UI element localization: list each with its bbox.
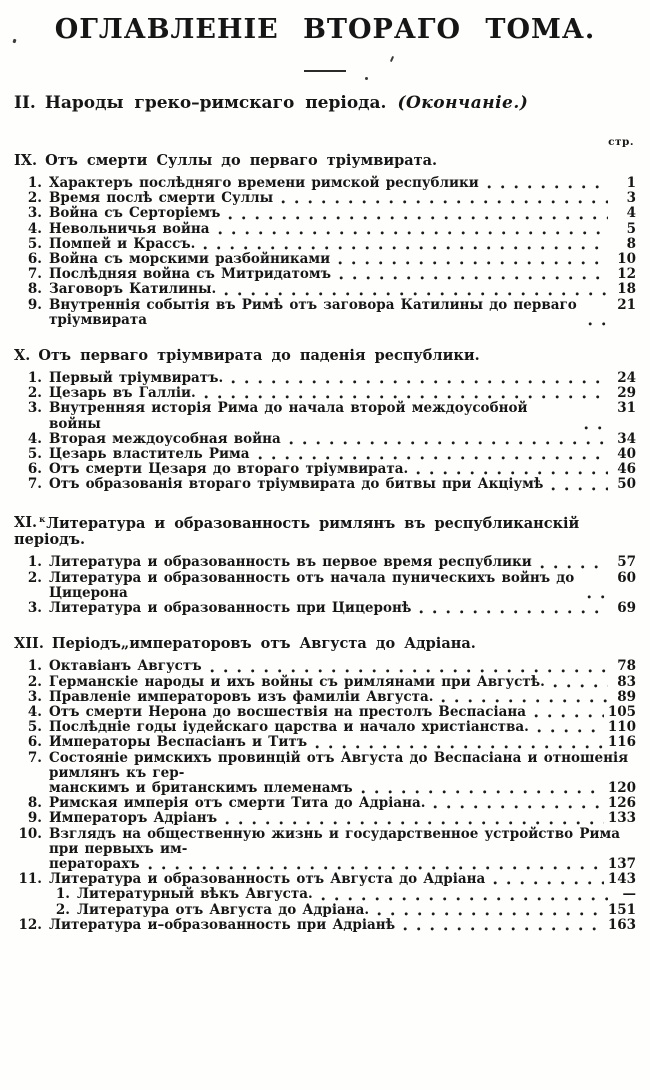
entry-body — [49, 462, 636, 477]
entry-title: Императоры Веспасіанъ и Титъ — [49, 734, 308, 751]
entry-title: Характеръ послѣдняго времени римской республики — [49, 175, 479, 191]
dot-leader — [148, 866, 604, 870]
entry-title: Литература и образованность отъ начала пуническихъ войнъ до Цицерона — [49, 569, 575, 601]
page-number: 5 — [626, 220, 636, 237]
entry-title: Правленіе императоровъ изъ фамиліи Августа. — [49, 688, 434, 705]
page-number: 12 — [617, 266, 636, 283]
entry-number: 7. — [27, 476, 42, 493]
entry-number: 6. — [27, 734, 42, 751]
dot-leader — [553, 684, 608, 688]
page-number: 18 — [617, 281, 636, 298]
toc-entry — [14, 720, 636, 735]
page-number: 34 — [617, 430, 636, 447]
entry-number: 8. — [27, 795, 42, 812]
page-number: 163 — [607, 916, 636, 933]
entry-body — [49, 386, 636, 401]
entry-body — [49, 735, 636, 750]
entry-body — [49, 872, 636, 887]
page-title: ОГЛАВЛЕНІЕ ВТОРАГО ТОМА. — [54, 14, 596, 45]
entry-title: Октавіанъ Августъ — [49, 658, 202, 675]
toc-entry — [14, 386, 636, 401]
entry-body — [49, 371, 636, 386]
entry-body — [49, 705, 636, 720]
entry-body — [77, 903, 636, 918]
entry-body — [49, 827, 636, 857]
entry-number: 11. — [18, 871, 42, 888]
entry-title: Литература и–образованность при Адріанѣ — [49, 916, 396, 933]
entry-body — [49, 176, 636, 191]
print-artifact — [390, 56, 394, 62]
entry-number: 7. — [27, 266, 42, 283]
toc-entry — [14, 811, 636, 826]
entry-body — [49, 918, 636, 933]
dot-leader — [228, 216, 608, 220]
entry-number: 2. — [55, 901, 70, 918]
section-numeral: IX. — [14, 152, 38, 169]
entry-number: 5. — [27, 235, 42, 252]
page-number: 50 — [617, 476, 636, 493]
entry-title: Война съ Серторіемъ — [49, 205, 221, 222]
toc-entry — [14, 237, 636, 252]
entry-number: 3. — [27, 600, 42, 617]
entry-body — [49, 690, 636, 705]
entry-title: Заговоръ Катилины. — [49, 281, 217, 298]
toc-entry — [14, 447, 636, 462]
entry-title: Невольничья война — [49, 220, 210, 237]
section-header — [14, 512, 636, 549]
entry-title: Внутреннія событія въ Римѣ отъ заговора Катилины до перваго тріумвирата — [49, 296, 577, 328]
page-number: 116 — [607, 734, 636, 751]
toc-entry — [14, 267, 636, 282]
page-number: 29 — [617, 385, 636, 402]
entry-title: Литература отъ Августа до Адріана. — [77, 901, 370, 918]
entry-number: 2. — [27, 385, 42, 402]
entry-body — [77, 887, 636, 902]
entry-title: Первый тріумвиратъ. — [49, 370, 224, 387]
entry-number: 1. — [27, 370, 42, 387]
page-number: 8 — [626, 235, 636, 252]
entry-title: Вторая междоусобная война — [49, 430, 281, 447]
entry-number: 4. — [27, 220, 42, 237]
toc-entry — [14, 462, 636, 477]
entry-body — [49, 601, 636, 616]
section-header — [14, 635, 636, 652]
dot-leader — [281, 200, 608, 204]
entry-number: 9. — [27, 296, 42, 313]
entry-body — [49, 811, 636, 826]
entry-title: Послѣдніе годы іудейскаго царства и начало христіанства. — [49, 719, 529, 736]
entry-number: 3. — [27, 400, 42, 417]
toc-entry — [14, 206, 636, 221]
page-number: 60 — [617, 569, 636, 586]
toc-entry — [14, 903, 636, 918]
entry-body — [49, 555, 636, 570]
toc-entry — [14, 401, 636, 431]
entry-title: Война съ морскими разбойниками — [49, 251, 331, 268]
entry-title: Литература и образованность отъ Августа до Адріана — [49, 871, 486, 888]
dot-leader — [361, 790, 604, 794]
dot-leader — [441, 699, 608, 703]
page-number: 151 — [607, 901, 636, 918]
entry-number: 7. — [27, 749, 42, 766]
toc-entry — [14, 872, 636, 887]
entry-number: 4. — [27, 703, 42, 720]
entry-body — [49, 675, 636, 690]
page-number: 143 — [607, 871, 636, 888]
page-number: 89 — [617, 688, 636, 705]
toc-entry — [14, 918, 636, 933]
dot-leader — [588, 322, 608, 326]
entry-number: 1. — [27, 554, 42, 571]
entry-body — [49, 720, 636, 735]
entry-body — [49, 222, 636, 237]
entry-body — [49, 447, 636, 462]
page-number: 126 — [607, 795, 636, 812]
entry-number: 3. — [27, 205, 42, 222]
entry-body — [49, 857, 636, 872]
dot-leader — [493, 881, 604, 885]
entry-number: 2. — [27, 673, 42, 690]
page-number: 83 — [617, 673, 636, 690]
page-number: 10 — [617, 251, 636, 268]
entry-title: Время послѣ смерти Суллы — [49, 190, 274, 207]
dot-leader — [204, 395, 608, 399]
dot-leader — [416, 471, 608, 475]
dot-leader — [210, 669, 608, 673]
page-number: 137 — [607, 855, 636, 872]
dot-leader — [534, 714, 604, 718]
page-column-label: стр. — [608, 136, 634, 148]
part-note: (Окончаніе.) — [397, 93, 529, 113]
dot-leader — [540, 565, 608, 569]
toc-entry — [14, 371, 636, 386]
page-number: 24 — [617, 370, 636, 387]
toc — [14, 152, 636, 933]
page-number: — — [622, 886, 636, 903]
dot-leader — [551, 487, 608, 491]
dot-leader — [224, 292, 608, 296]
page-number: 78 — [617, 658, 636, 675]
toc-entry — [14, 191, 636, 206]
toc-entry-continuation — [14, 857, 636, 872]
dot-leader — [433, 805, 603, 809]
page-number: 69 — [617, 600, 636, 617]
entry-number: 12. — [18, 916, 42, 933]
entry-body — [49, 432, 636, 447]
entry-title: Отъ смерти Цезаря до втораго тріумвирата. — [49, 461, 409, 478]
title-divider — [304, 70, 346, 72]
section-numeral: XII. — [14, 635, 44, 653]
entry-title: Помпей и Крассъ. — [49, 235, 196, 252]
toc-entry — [14, 252, 636, 267]
toc-entry — [14, 282, 636, 297]
entry-title: Литература и образованность въ первое время республики — [49, 554, 532, 571]
toc-entry — [14, 659, 636, 674]
entry-title: Отъ смерти Нерона до восшествія на престолъ Веспасіана — [49, 703, 526, 720]
part-header — [14, 93, 636, 113]
entry-number: 5. — [27, 719, 42, 736]
toc-entry — [14, 555, 636, 570]
entry-body — [49, 401, 636, 431]
dot-leader — [584, 426, 608, 430]
section-numeral: X. — [14, 347, 31, 365]
toc-entry — [14, 176, 636, 191]
entry-title: Отъ образованія втораго тріумвирата до битвы при Акціумѣ — [49, 476, 544, 493]
toc-entry — [14, 222, 636, 237]
page-number: 21 — [617, 296, 636, 313]
entry-title: Литература и образованность при Цицеронѣ — [49, 600, 412, 617]
entry-number: 1. — [27, 175, 42, 191]
entry-body — [49, 206, 636, 221]
entry-body — [49, 267, 636, 282]
section-title: Отъ смерти Суллы до перваго тріумвирата. — [45, 152, 438, 169]
entry-number: 2. — [27, 569, 42, 586]
toc-entry — [14, 571, 636, 601]
entry-body — [49, 298, 636, 328]
entry-number: 6. — [27, 461, 42, 478]
entry-title: Римская имперія отъ смерти Тита до Адріана. — [49, 795, 426, 812]
dot-leader — [289, 441, 608, 445]
section-title: Отъ перваго тріумвирата до паденія республики. — [38, 347, 480, 365]
page-number: 46 — [617, 461, 636, 478]
dot-leader — [419, 610, 608, 614]
page-number: 133 — [607, 810, 636, 827]
part-numeral: II. — [14, 93, 36, 113]
entry-body — [49, 571, 636, 601]
toc-entry — [14, 735, 636, 750]
entry-title: Императоръ Адріанъ — [49, 810, 218, 827]
dot-leader — [487, 185, 608, 189]
print-artifact: к — [39, 514, 46, 525]
section-header — [14, 152, 636, 169]
entry-body — [49, 781, 636, 796]
toc-entry — [14, 675, 636, 690]
page-number: 40 — [617, 446, 636, 463]
entry-body — [49, 796, 636, 811]
section-header — [14, 347, 636, 364]
dot-leader — [377, 912, 604, 916]
toc-entry — [14, 601, 636, 616]
dot-leader — [338, 261, 608, 265]
page-number: 110 — [607, 719, 636, 736]
page-number: 105 — [607, 703, 636, 720]
page-number: 4 — [626, 205, 636, 222]
toc-entry — [14, 751, 636, 781]
dot-leader — [258, 456, 608, 460]
entry-title: Взглядъ на общественную жизнь и государственное устройство Рима при первыхъ им- — [49, 825, 621, 857]
entry-title: Состояніе римскихъ провинцій отъ Августа до Веспасіана и отношенія римлянъ къ гер- — [49, 749, 629, 781]
entry-number-spacer — [14, 781, 49, 796]
entry-title: Цезарь въ Галліи. — [49, 385, 196, 402]
entry-number: 1. — [55, 886, 70, 903]
entry-title: Послѣдняя война съ Митридатомъ — [49, 266, 331, 283]
entry-number: 4. — [27, 430, 42, 447]
toc-entry — [14, 477, 636, 492]
part-title: Народы греко–римскаго періода. — [44, 93, 387, 113]
section-title: Литература и образованность римлянъ въ республиканскій періодъ. — [14, 514, 580, 549]
page-number: 31 — [617, 400, 636, 417]
entry-number: 9. — [27, 810, 42, 827]
dot-leader — [339, 276, 608, 280]
entry-title: Цезарь властитель Рима — [49, 446, 250, 463]
dot-leader — [315, 745, 604, 749]
page-number: 57 — [617, 554, 636, 571]
page-number: 120 — [607, 779, 636, 796]
toc-entry — [14, 432, 636, 447]
entry-title-continuation: ператорахъ — [49, 855, 140, 872]
dot-leader — [403, 927, 604, 931]
toc-entry — [14, 690, 636, 705]
entry-title: Германскіе народы и ихъ войны съ римлянами при Августѣ. — [49, 673, 545, 690]
entry-body — [49, 237, 636, 252]
dot-leader — [203, 246, 608, 250]
entry-number: 8. — [27, 281, 42, 298]
toc-entry — [14, 298, 636, 328]
dot-leader — [218, 231, 608, 235]
entry-body — [49, 659, 636, 674]
dot-leader — [231, 380, 608, 384]
dot-leader — [537, 729, 604, 733]
print-artifact — [365, 77, 368, 80]
toc-entry — [14, 705, 636, 720]
toc-entry — [14, 796, 636, 811]
entry-number: 5. — [27, 446, 42, 463]
entry-number: 3. — [27, 688, 42, 705]
entry-body — [49, 282, 636, 297]
toc-entry — [14, 887, 636, 902]
dot-leader — [225, 821, 604, 825]
dot-leader — [587, 595, 608, 599]
page-number: 3 — [626, 190, 636, 207]
entry-number-spacer — [14, 857, 49, 872]
entry-title: Внутренняя исторія Рима до начала второй междоусобной войны — [49, 400, 528, 432]
entry-number: 10. — [18, 825, 42, 842]
section-title: Періодъ„императоровъ отъ Августа до Адріана. — [51, 635, 476, 653]
entry-title-continuation: манскимъ и британскимъ племенамъ — [49, 779, 353, 796]
entry-body — [49, 252, 636, 267]
entry-number: 2. — [27, 190, 42, 207]
toc-entry-continuation — [14, 781, 636, 796]
entry-title: Литературный вѣкъ Августа. — [77, 886, 313, 903]
entry-body — [49, 191, 636, 206]
entry-number: 6. — [27, 251, 42, 268]
entry-number: 1. — [27, 658, 42, 675]
section-numeral: XI. — [14, 514, 38, 532]
entry-body — [49, 751, 636, 781]
dot-leader — [321, 897, 608, 901]
toc-entry — [14, 827, 636, 857]
entry-body — [49, 477, 636, 492]
page-number: 1 — [626, 175, 636, 191]
